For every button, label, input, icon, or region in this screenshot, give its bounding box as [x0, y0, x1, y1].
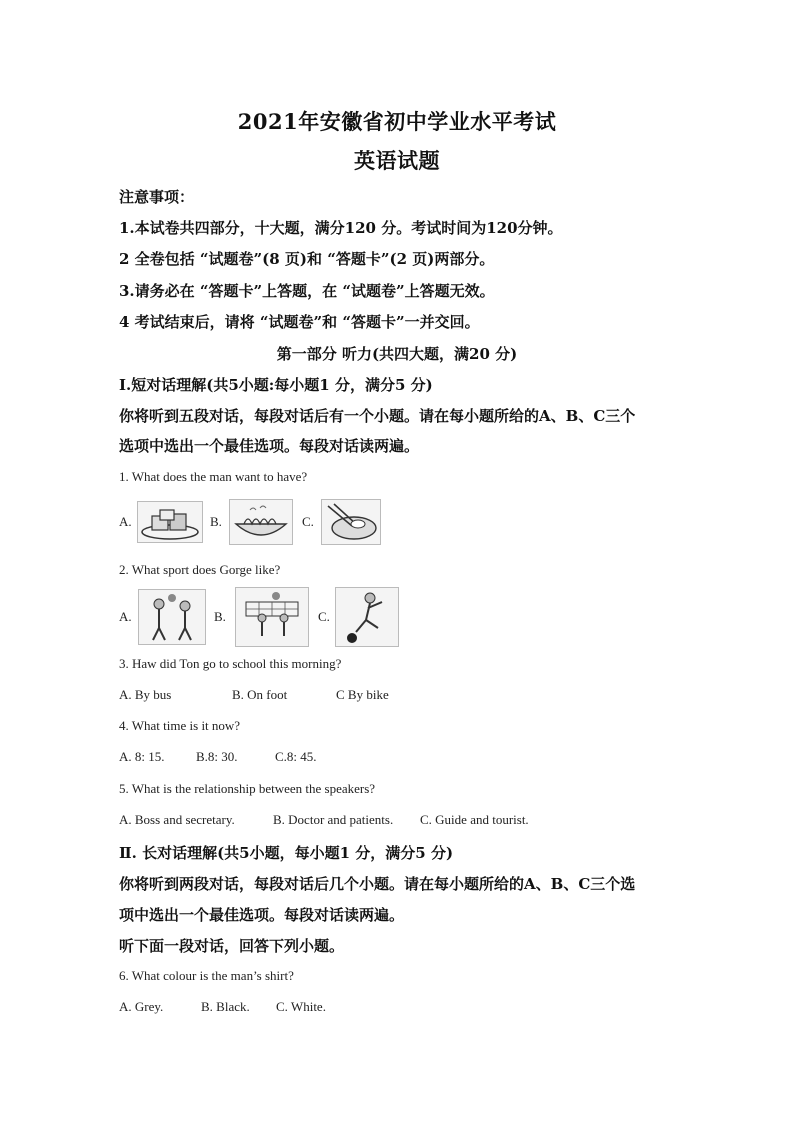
- section2-instruction: 你将听到两段对话，每段对话后几个小题。请在每小题所给的A、B、C三个选: [119, 875, 636, 893]
- exam-subject: 英语试题: [354, 148, 440, 173]
- section1-instruction: 你将听到五段对话，每段对话后有一个小题。请在每小题所给的A、B、C三个: [119, 407, 636, 425]
- option-b-label: B.: [210, 514, 222, 529]
- option-a: A. Grey.: [119, 999, 164, 1014]
- sub-instruction: 听下面一段对话，回答下列小题。: [119, 937, 345, 955]
- question-4: 4. What time is it now?: [119, 718, 241, 733]
- option-c: C By bike: [336, 687, 389, 702]
- volleyball-icon[interactable]: [235, 587, 309, 647]
- bread-icon[interactable]: [137, 501, 203, 543]
- section1-title: Ⅰ.短对话理解(共5小题:每小题1 分，满分5 分): [119, 376, 433, 394]
- option-b-label: B.: [214, 609, 226, 624]
- section2-title: Ⅱ. 长对话理解(共5小题，每小题1 分，满分5 分): [119, 844, 454, 862]
- question-6: 6. What colour is the man’s shirt?: [119, 968, 294, 983]
- option-c: C. White.: [276, 999, 326, 1014]
- notice-item: 1.本试卷共四部分，十大题，满分120 分。考试时间为120分钟。: [119, 219, 563, 237]
- question-1: 1. What does the man want to have?: [119, 469, 308, 484]
- option-a-label: A.: [119, 609, 132, 624]
- section1-instruction: 选项中选出一个最佳选项。每段对话读两遍。: [119, 437, 420, 455]
- question-3: 3. Haw did Ton go to school this morning?: [119, 656, 342, 671]
- exam-title: 2021年安徽省初中学业水平考试: [237, 109, 557, 134]
- option-b: B.8: 30.: [196, 749, 238, 764]
- option-a: A. 8: 15.: [119, 749, 165, 764]
- option-a-label: A.: [119, 514, 132, 529]
- notice-item: 4 考试结束后，请将 “试题卷”和 “答题卡”一并交回。: [119, 313, 480, 331]
- notice-heading: 注意事项：: [119, 188, 195, 206]
- dumplings-icon[interactable]: [321, 499, 381, 545]
- question-5: 5. What is the relationship between the speakers?: [119, 781, 376, 796]
- part1-heading: 第一部分 听力(共四大题，满20 分): [276, 345, 518, 363]
- basketball-icon[interactable]: [138, 589, 206, 645]
- noodles-icon[interactable]: [229, 499, 293, 545]
- question-2: 2. What sport does Gorge like?: [119, 562, 281, 577]
- option-b: B. Doctor and patients.: [273, 812, 394, 827]
- notice-item: 2 全卷包括 “试题卷”(8 页)和 “答题卡”(2 页)两部分。: [119, 250, 495, 268]
- option-c: C. Guide and tourist.: [420, 812, 529, 827]
- notice-item: 3.请务必在 “答题卡”上答题，在 “试题卷”上答题无效。: [119, 282, 495, 300]
- option-b: B. Black.: [201, 999, 250, 1014]
- section2-instruction: 项中选出一个最佳选项。每段对话读两遍。: [119, 906, 405, 924]
- option-b: B. On foot: [232, 687, 288, 702]
- option-c-label: C.: [302, 514, 314, 529]
- soccer-icon[interactable]: [335, 587, 399, 647]
- option-c: C.8: 45.: [275, 749, 317, 764]
- option-a: A. By bus: [119, 687, 172, 702]
- option-c-label: C.: [318, 609, 330, 624]
- option-a: A. Boss and secretary.: [119, 812, 235, 827]
